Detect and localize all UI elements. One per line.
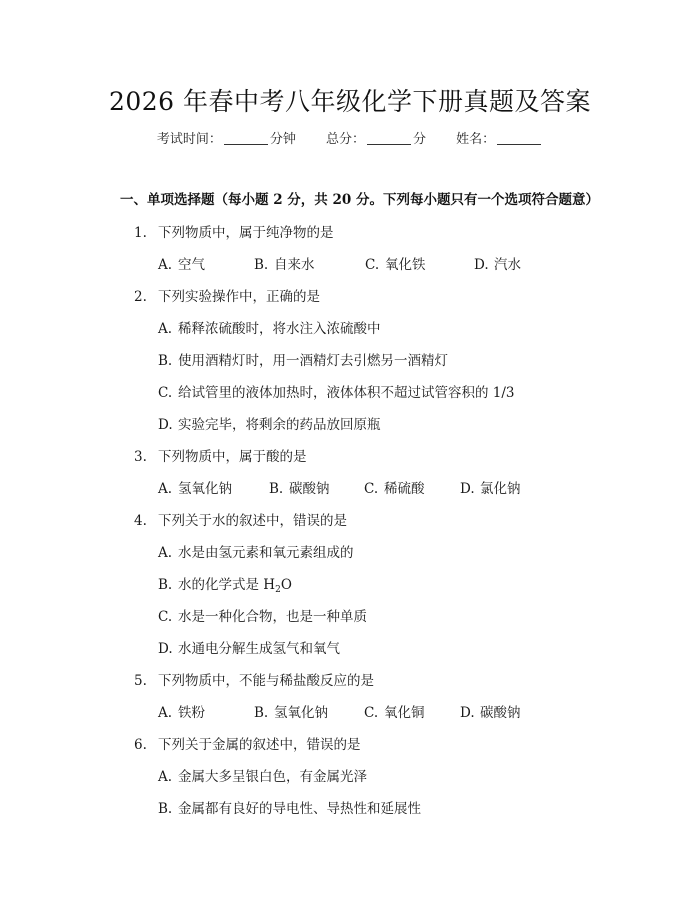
option-text: 氯化钠: [480, 481, 521, 497]
question-number: 6.: [134, 737, 147, 753]
question-stem: 下列物质中，不能与稀盐酸反应的是: [158, 673, 374, 689]
time-label: 考试时间：: [156, 132, 222, 147]
option-text: 金属都有良好的导电性、导热性和延展性: [178, 801, 421, 817]
option-label: C.: [364, 481, 379, 497]
option-label: B.: [158, 801, 173, 817]
subscript: 2: [275, 585, 281, 595]
option-5d: [460, 703, 521, 723]
option-1d: [474, 255, 521, 275]
option-text: 金属大多呈银白色，有金属光泽: [178, 769, 367, 785]
option-label: D.: [460, 481, 475, 497]
option-text: 实验完毕，将剩余的药品放回原瓶: [178, 417, 381, 433]
option-text: 碳酸钠: [289, 481, 330, 497]
question-4: [134, 511, 347, 531]
option-label: C.: [158, 385, 173, 401]
option-text: 氧化铜: [384, 705, 425, 721]
option-text: 水是一种化合物，也是一种单质: [178, 609, 367, 625]
option-4d: [158, 639, 340, 659]
option-label: B.: [269, 481, 284, 497]
question-stem: 下列物质中，属于酸的是: [158, 449, 307, 465]
option-4c: [158, 607, 367, 627]
option-3b: [269, 479, 330, 499]
question-3: [134, 447, 307, 467]
question-number: 1.: [134, 225, 147, 241]
question-5: [134, 671, 374, 691]
option-label: D.: [158, 417, 173, 433]
option-2b: [158, 351, 448, 371]
option-text: 碳酸钠: [480, 705, 521, 721]
option-text: 铁粉: [178, 705, 205, 721]
option-label: D.: [474, 257, 489, 273]
question-number: 2.: [134, 289, 147, 305]
option-text: 水通电分解生成氢气和氧气: [178, 641, 340, 657]
option-text: 氧化铁: [385, 257, 426, 273]
option-1a: [158, 255, 205, 275]
score-blank[interactable]: [367, 132, 411, 145]
option-label: C.: [158, 609, 173, 625]
option-5b: [254, 703, 328, 723]
option-3a: [158, 479, 232, 499]
name-blank[interactable]: [497, 132, 541, 145]
option-text: 氢氧化钠: [274, 705, 328, 721]
question-number: 4.: [134, 513, 147, 529]
option-3c: [364, 479, 425, 499]
option-5a: [158, 703, 205, 723]
score-label: 总分：: [325, 132, 365, 147]
option-1c: [365, 255, 426, 275]
option-2c: [158, 383, 515, 403]
option-label: B.: [254, 705, 269, 721]
option-text: 自来水: [274, 257, 315, 273]
option-label: C.: [365, 257, 380, 273]
exam-meta: [0, 131, 700, 149]
option-text: 稀释浓硫酸时，将水注入浓硫酸中: [178, 321, 381, 337]
score-unit: 分: [413, 132, 427, 147]
question-6: [134, 735, 361, 755]
option-label: A.: [158, 257, 173, 273]
option-2d: [158, 415, 381, 435]
question-stem: 下列物质中，属于纯净物的是: [158, 225, 334, 241]
option-text: 稀硫酸: [384, 481, 425, 497]
option-label: A.: [158, 481, 173, 497]
name-label: 姓名：: [456, 132, 496, 147]
question-stem: 下列关于水的叙述中，错误的是: [158, 513, 347, 529]
option-label: A.: [158, 321, 173, 337]
option-text: 水的化学式是 H: [178, 577, 276, 593]
time-blank[interactable]: [224, 132, 268, 145]
question-number: 3.: [134, 449, 147, 465]
question-1: [134, 223, 334, 243]
option-label: A.: [158, 545, 173, 561]
option-label: D.: [158, 641, 173, 657]
section-heading: 一、单项选择题（每小题 2 分，共 20 分。下列每小题只有一个选项符合题意）: [120, 192, 599, 208]
option-label: A.: [158, 705, 173, 721]
option-6a: [158, 767, 367, 787]
option-text-suffix: O: [280, 577, 292, 593]
option-text: 空气: [178, 257, 205, 273]
time-unit: 分钟: [269, 132, 296, 147]
question-stem: 下列关于金属的叙述中，错误的是: [158, 737, 361, 753]
option-label: C.: [364, 705, 379, 721]
option-3d: [460, 479, 521, 499]
option-6b: [158, 799, 421, 819]
question-number: 5.: [134, 673, 147, 689]
option-label: A.: [158, 769, 173, 785]
option-text: 水是由氢元素和氧元素组成的: [178, 545, 354, 561]
option-4a: [158, 543, 354, 563]
option-text: 汽水: [494, 257, 521, 273]
option-4b: [158, 575, 292, 595]
question-2: [134, 287, 320, 307]
option-5c: [364, 703, 425, 723]
option-2a: [158, 319, 381, 339]
page-title: 2026 年春中考八年级化学下册真题及答案: [108, 87, 592, 116]
question-stem: 下列实验操作中，正确的是: [158, 289, 320, 305]
option-text: 氢氧化钠: [178, 481, 232, 497]
option-text: 给试管里的液体加热时，液体体积不超过试管容积的 1/3: [178, 385, 515, 401]
option-text: 使用酒精灯时，用一酒精灯去引燃另一酒精灯: [178, 353, 448, 369]
option-label: B.: [254, 257, 269, 273]
option-label: D.: [460, 705, 475, 721]
option-1b: [254, 255, 315, 275]
option-label: B.: [158, 577, 173, 593]
option-label: B.: [158, 353, 173, 369]
